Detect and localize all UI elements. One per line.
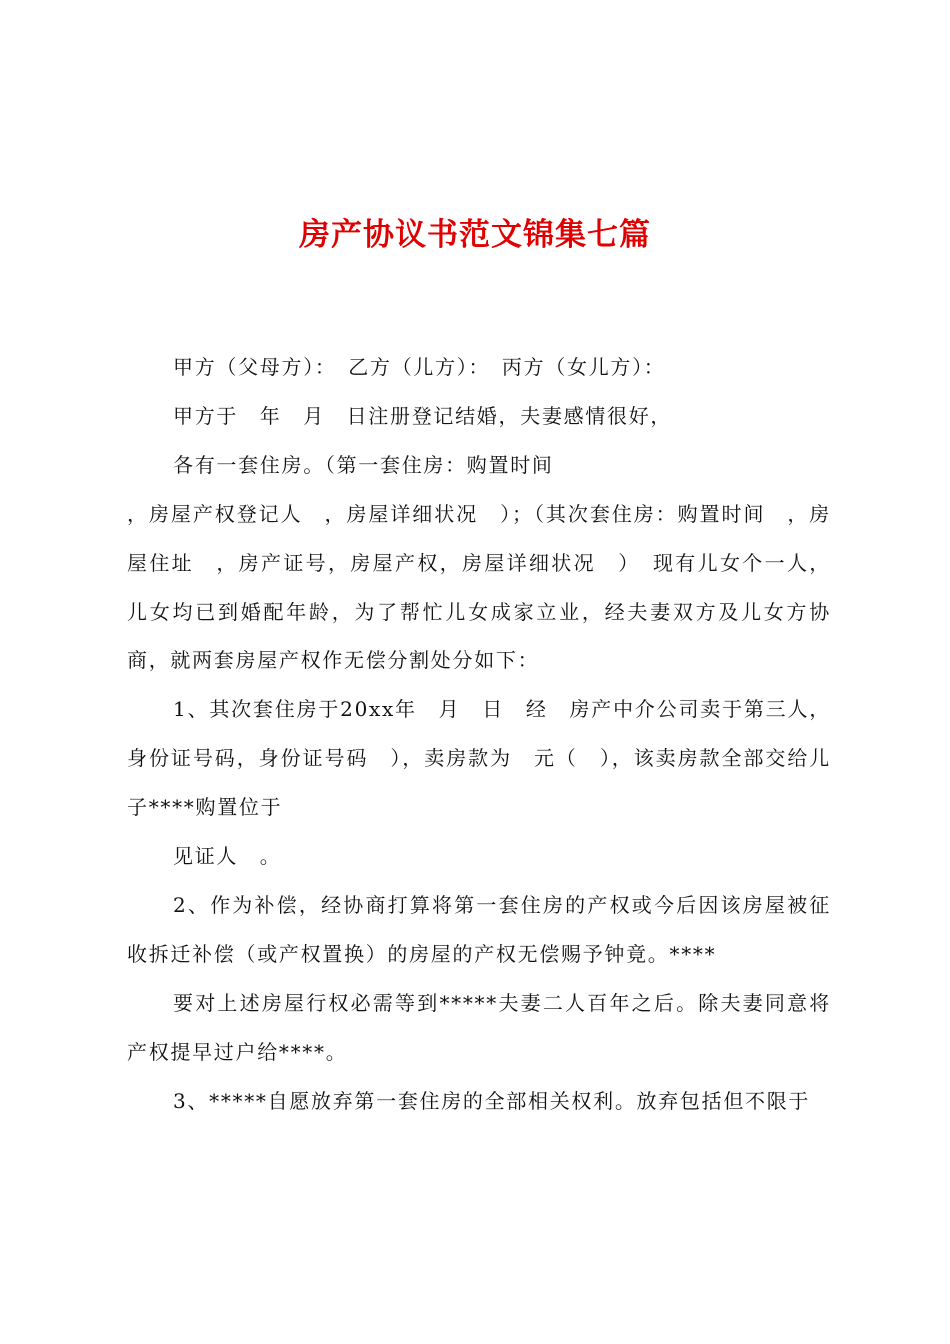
document-title: 房产协议书范文锦集七篇	[299, 217, 651, 253]
paragraph-housing-intro: 各有一套住房。（第一套住房：购置时间	[173, 452, 554, 477]
document-body	[127, 343, 831, 1126]
paragraph-clause-3: 3、*****自愿放弃第一套住房的全部相关权利。放弃包括但不限于	[173, 1088, 811, 1113]
paragraph-parties: 甲方（父母方）： 乙方（儿方）： 丙方（女儿方）：	[173, 355, 666, 379]
paragraph-clause-2-condition: 要对上述房屋行权必需等到*****夫妻二人百年之后。除夫妻同意将产权提早过户给****。	[127, 990, 831, 1064]
paragraph-housing-details: ，房屋产权登记人 ，房屋详细状况 ）；（其次套住房：购置时间 ，房屋住址 ，房产证号，房屋产权，房屋详细状况 ） 现有儿女个一人，儿女均已到婚配年龄，为了帮忙儿女成家立业，经夫妻双方及儿女方协商，就两套房屋产权作无偿分割处分如下：	[127, 501, 831, 673]
paragraph-marriage: 甲方于 年 月 日注册登记结婚，夫妻感情很好，	[173, 403, 673, 428]
paragraph-clause-2: 2、作为补偿，经协商打算将第一套住房的产权或今后因该房屋被征收拆迁补偿（或产权置换）的房屋的产权无偿赐予钟竟。****	[127, 892, 831, 966]
paragraph-witness: 见证人 。	[173, 844, 282, 869]
paragraph-clause-1: 1、其次套住房于20xx年 月 日 经 房产中介公司卖于第三人，身份证号码，身份证号码 ），卖房款为 元（ ），该卖房款全部交给儿子****购置位于	[127, 697, 831, 820]
